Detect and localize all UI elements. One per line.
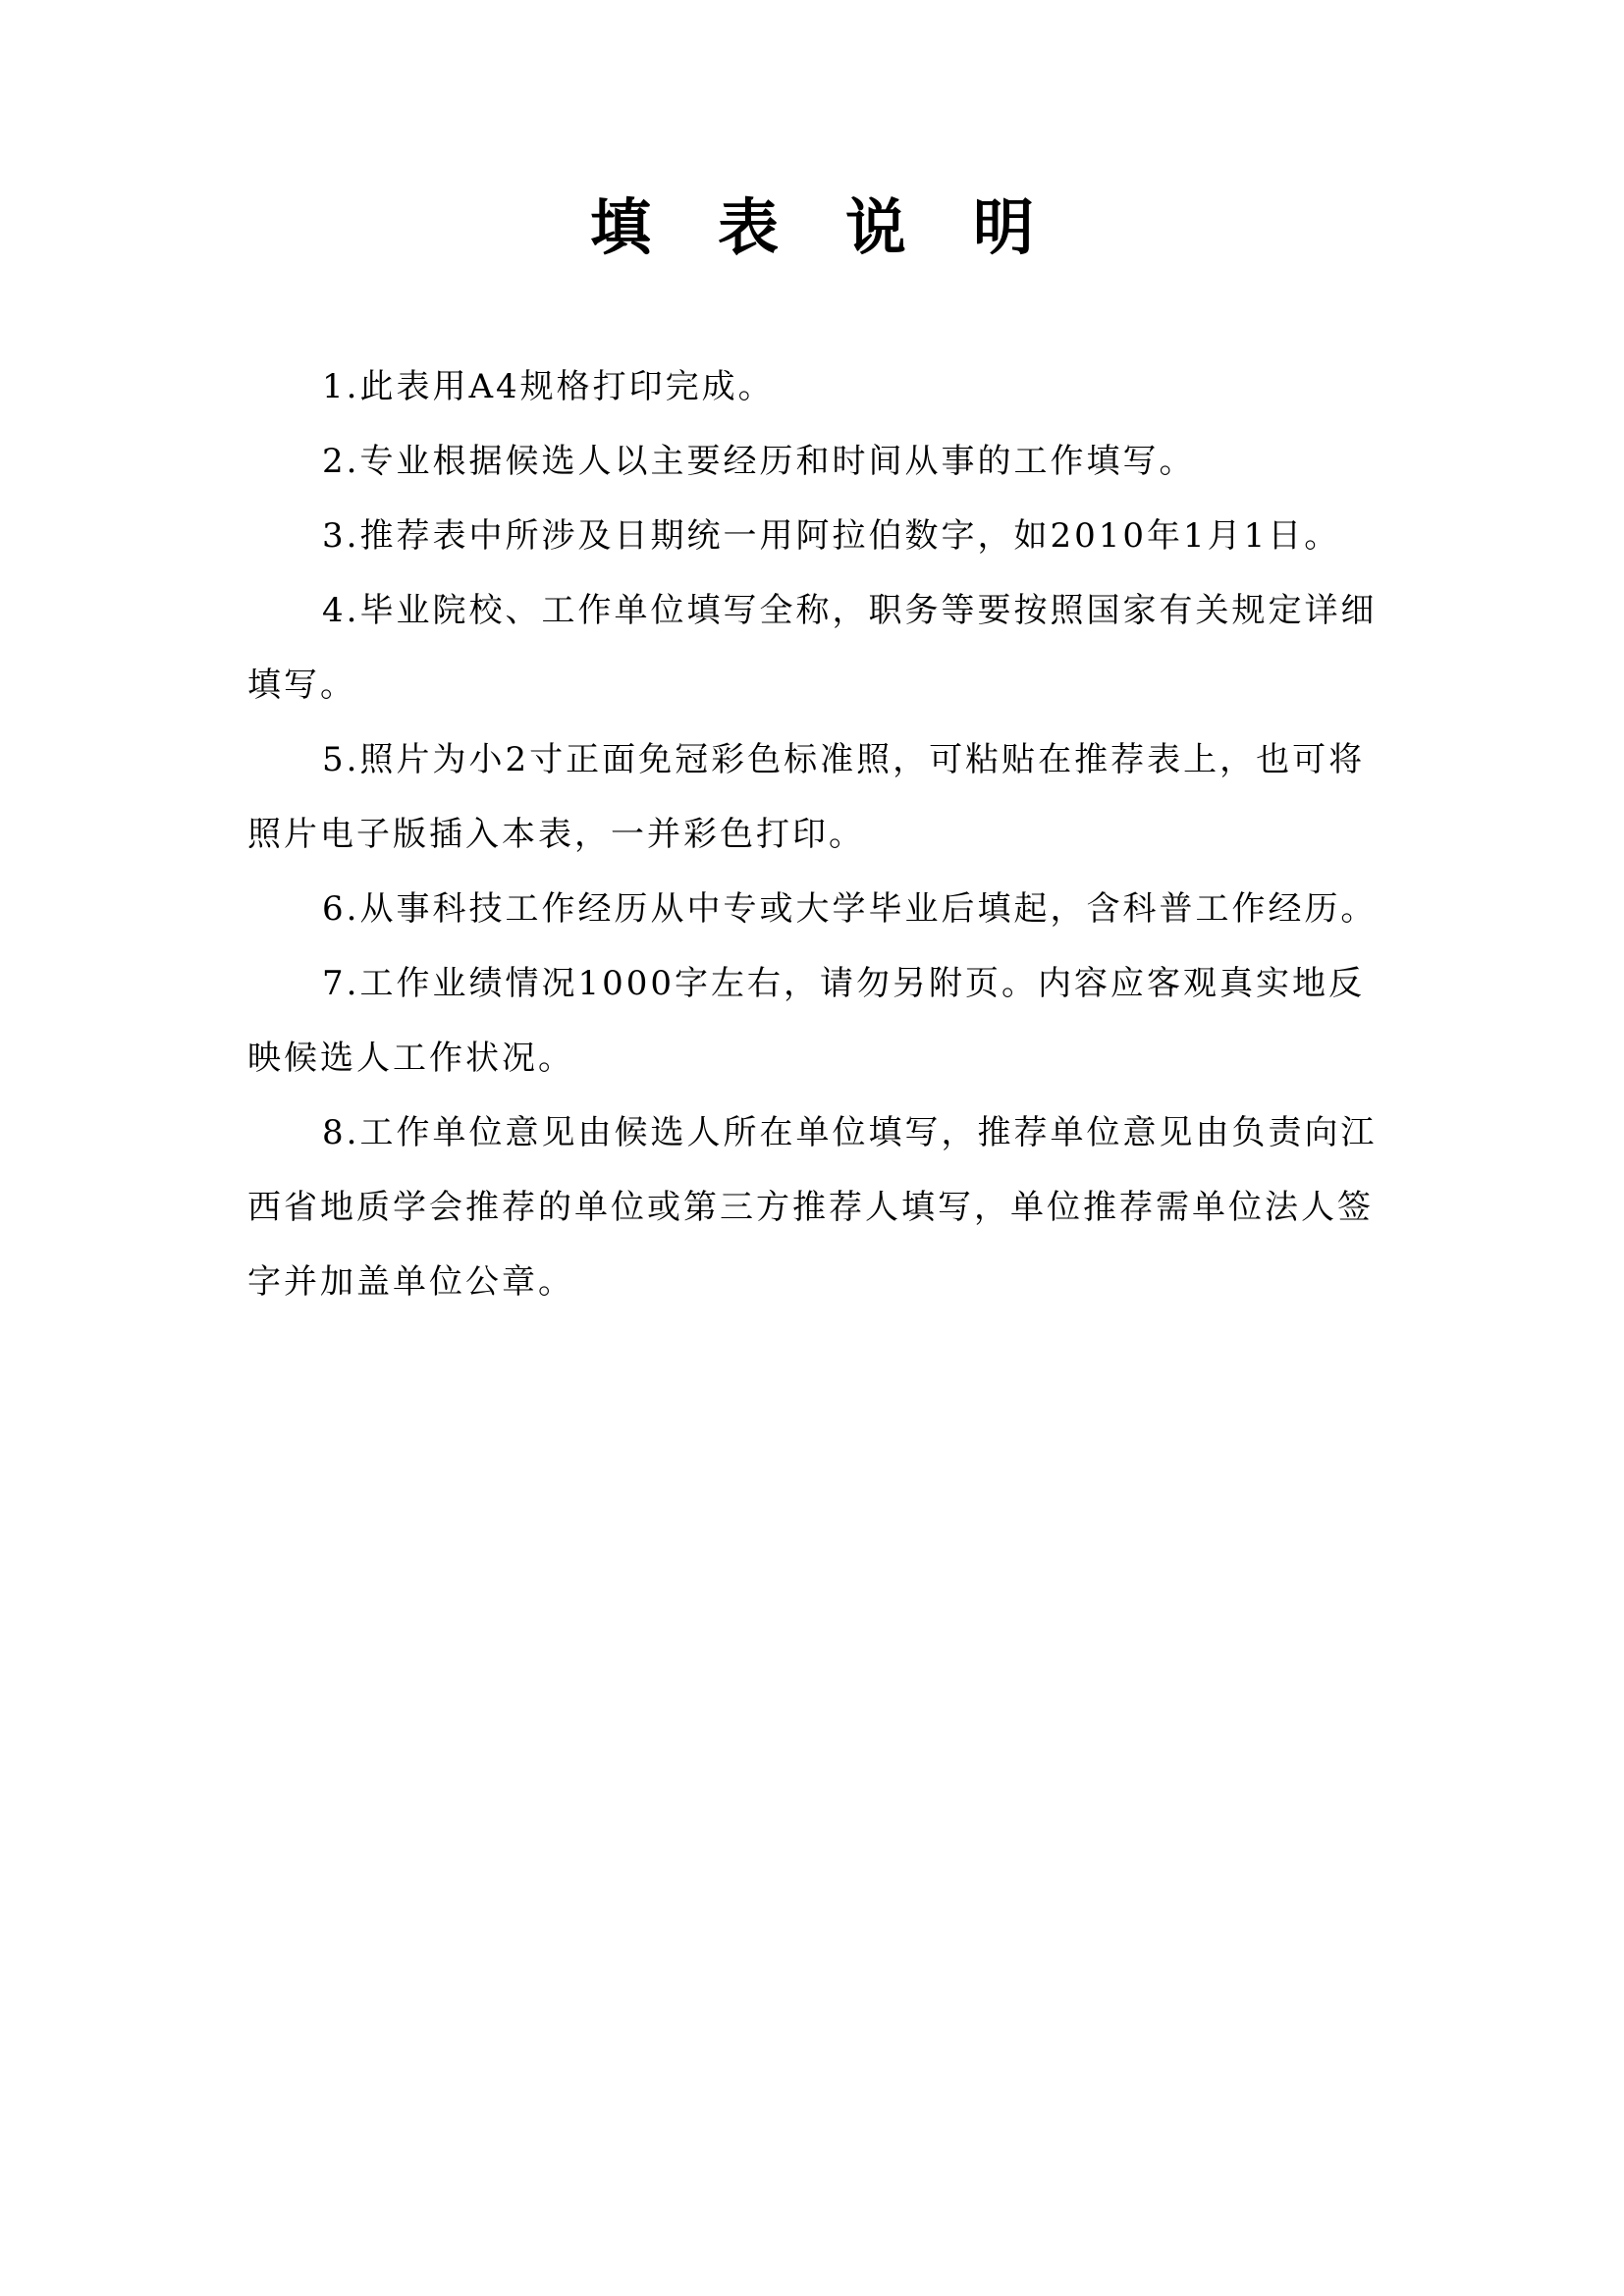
instruction-item-4: 4.毕业院校、工作单位填写全称，职务等要按照国家有关规定详细填写。: [247, 591, 1378, 705]
instruction-item-5: 5.照片为小2寸正面免冠彩色标准照，可粘贴在推荐表上，也可将照片电子版插入本表，一并彩色打印。: [247, 740, 1366, 854]
instruction-list: [247, 349, 1386, 1319]
instruction-item-8: 8.工作单位意见由候选人所在单位填写，推荐单位意见由负责向江西省地质学会推荐的单位或第三方推荐人填写，单位推荐需单位法人签字并加盖单位公章。: [247, 1113, 1378, 1302]
instruction-item-6: 6.从事科技工作经历从中专或大学毕业后填起，含科普工作经历。: [322, 889, 1378, 929]
instruction-item-1: 1.此表用A4规格打印完成。: [322, 367, 775, 406]
instruction-item-3: 3.推荐表中所涉及日期统一用阿拉伯数字，如2010年1月1日。: [322, 516, 1341, 556]
page-title: 填表说明: [589, 191, 1101, 263]
instruction-item-7: 7.工作业绩情况1000字左右，请勿另附页。内容应客观真实地反映候选人工作状况。: [247, 964, 1365, 1078]
instruction-item-2: 2.专业根据候选人以主要经历和时间从事的工作填写。: [322, 442, 1196, 481]
